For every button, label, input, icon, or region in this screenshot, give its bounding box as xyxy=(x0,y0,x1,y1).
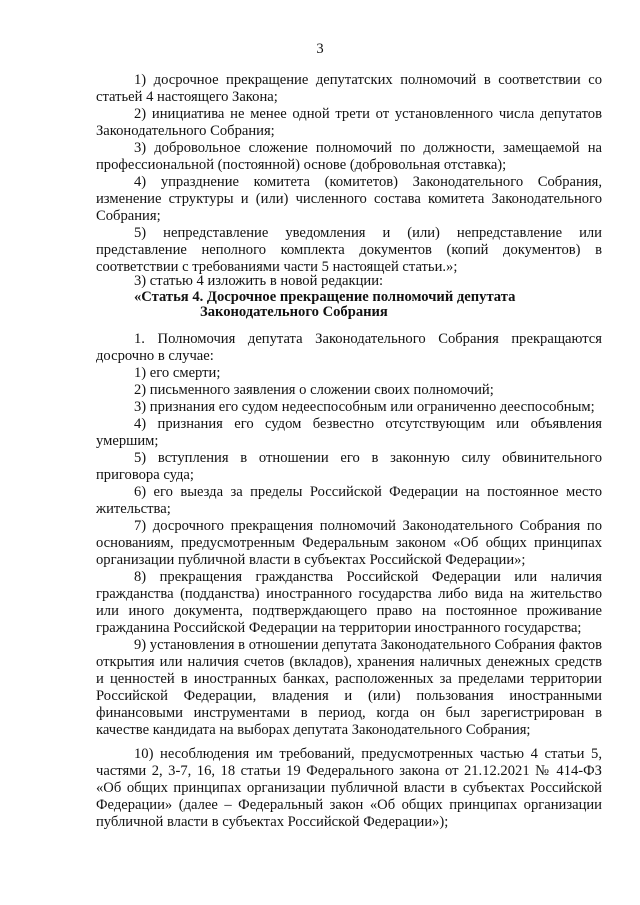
article-heading-line1: «Статья 4. Досрочное прекращение полномочий депутата xyxy=(134,289,516,305)
article-heading xyxy=(96,290,602,320)
paragraph-case-2: 2) письменного заявления о сложении своих полномочий; xyxy=(134,382,494,398)
paragraph-case-1: 1) его смерти; xyxy=(134,365,221,381)
paragraph-item-4: 4) упразднение комитета (комитетов) Законодательного Собрания, изменение структуры и (или) численного состава комитета Законодательного Собрания; xyxy=(96,174,602,224)
paragraph-item-1: 1) досрочное прекращение депутатских полномочий в соответствии со статьей 4 настоящего Закона; xyxy=(96,72,602,105)
paragraph-item-5: 5) непредставление уведомления и (или) непредставление или представление неполного комплекта документов (копий документов) в соответствии с требованиями части 5 настоящей статьи.»; xyxy=(96,225,602,275)
paragraph-case-5: 5) вступления в отношении его в законную силу обвинительного приговора суда; xyxy=(96,450,602,483)
paragraph-case-4: 4) признания его судом безвестно отсутствующим или объявления умершим; xyxy=(96,416,602,449)
paragraph-case-10: 10) несоблюдения им требований, предусмотренных частью 4 статьи 5, частями 2, 3-7, 16, 18 статьи 19 Федерального закона от 21.12.2021 № 414-ФЗ «Об общих принципах организации публичной власти в субъектах Российской Федерации» (далее – Федеральный закон «Об общих принципах организации публичной власти в субъектах Российской Федерации»); xyxy=(96,746,602,830)
paragraph-part-1: 1. Полномочия депутата Законодательного Собрания прекращаются досрочно в случае: xyxy=(96,331,602,364)
article-heading-line2: Законодательного Собрания xyxy=(200,304,388,320)
paragraph-case-8: 8) прекращения гражданства Российской Федерации или наличия гражданства (подданства) иностранного государства либо вида на жительство или иного документа, подтверждающего право на постоянное проживание гражданина Российской Федерации на территории иностранного государства; xyxy=(96,569,602,636)
paragraph-case-7: 7) досрочного прекращения полномочий Законодательного Собрания по основаниям, предусмотренным Федеральным законом «Об общих принципах организации публичной власти в субъектах Российской Федерации»; xyxy=(96,518,602,568)
paragraph-case-6: 6) его выезда за пределы Российской Федерации на постоянное место жительства; xyxy=(96,484,602,517)
paragraph-item-2: 2) инициатива не менее одной трети от установленного числа депутатов Законодательного Собрания; xyxy=(96,106,602,139)
paragraph-amend-article-4: 3) статью 4 изложить в новой редакции: xyxy=(134,273,384,289)
paragraph-case-9: 9) установления в отношении депутата Законодательного Собрания фактов открытия или наличия счетов (вкладов), хранения наличных денежных средств и ценностей в иностранных банках, расположенных за пределами территории Российской Федерации, владения и (или) пользования иностранными финансовыми инструментами в период, когда он был зарегистрирован в качестве кандидата на выборах депутата Законодательного Собрания; xyxy=(96,637,602,738)
paragraph-item-3: 3) добровольное сложение полномочий по должности, замещаемой на профессиональной (постоянной) основе (добровольная отставка); xyxy=(96,140,602,173)
paragraph-case-3: 3) признания его судом недееспособным или ограниченно дееспособным; xyxy=(134,399,595,415)
page-number: 3 xyxy=(316,41,324,57)
